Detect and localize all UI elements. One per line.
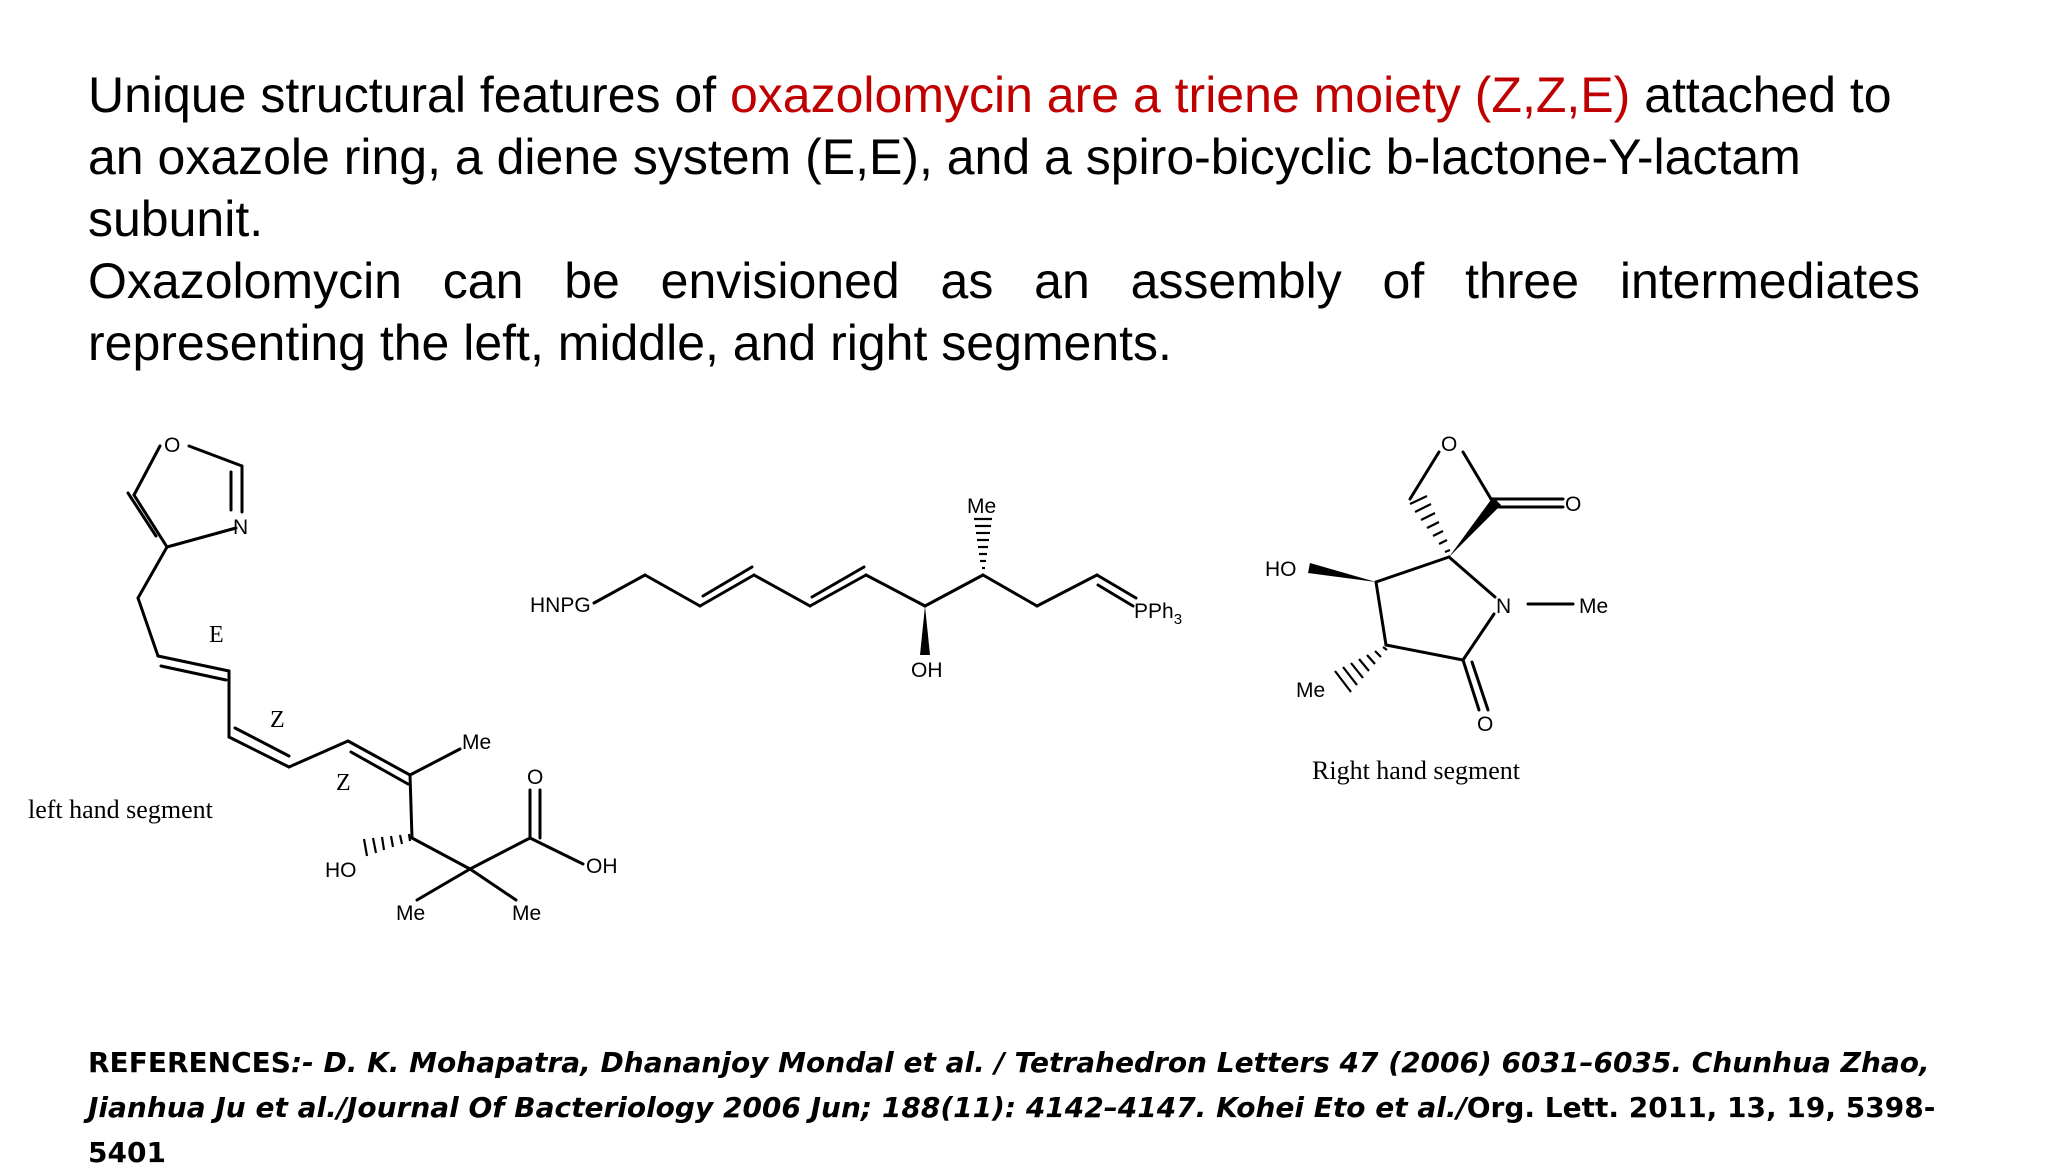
right-ho: HO xyxy=(1265,558,1297,581)
left-label-z1: Z xyxy=(270,707,285,733)
right-ho-wedge xyxy=(1308,563,1376,582)
references-citations: :- D. K. Mohapatra, Dhananjoy Mondal et al. / Tetrahedron Letters 47 (2006) 6031–6035. Chunhua Zhao, Jianhua Ju et al./Journal Of Bacteriology 2006 Jun; 188(11): 4142–4147. Kohei Eto et al./ xyxy=(88,1046,1930,1124)
right-hand-segment xyxy=(1376,452,1573,710)
intro-rest: attached to an oxazole ring, a diene system (E,E), and a spiro-bicyclic b-lactone-Y-lactam subunit. xyxy=(88,67,1892,247)
references-heading: REFERENCES xyxy=(88,1046,291,1079)
right-spiro-wedge xyxy=(1449,497,1501,557)
references xyxy=(88,1040,1968,1175)
right-me-n: Me xyxy=(1579,595,1609,618)
middle-oh: OH xyxy=(911,659,943,682)
middle-me: Me xyxy=(967,495,997,518)
middle-pph3-subscript: 3 xyxy=(1173,611,1183,628)
right-lactone-hash xyxy=(1410,496,1450,552)
right-n: N xyxy=(1496,595,1512,618)
left-hand-labels xyxy=(28,434,618,925)
left-hashed-wedge xyxy=(364,834,410,856)
right-carbonyl-o1: O xyxy=(1565,493,1582,516)
left-hand-segment xyxy=(128,446,583,900)
intro-highlight: oxazolomycin are a triene moiety (Z,Z,E) xyxy=(730,67,1631,123)
left-carbonyl-o: O xyxy=(527,766,544,789)
middle-solid-wedge xyxy=(920,606,930,655)
assembly-paragraph: Oxazolomycin can be envisioned as an assembly of three intermediates representing the left, middle, and right segments. xyxy=(88,253,1920,371)
right-caption: Right hand segment xyxy=(1312,756,1520,785)
left-label-e: E xyxy=(209,622,224,648)
middle-segment xyxy=(594,567,1136,606)
intro-lead: Unique structural features of xyxy=(88,67,730,123)
right-me: Me xyxy=(1296,679,1326,702)
middle-hnpg: HNPG xyxy=(530,594,591,617)
middle-hashed-wedge xyxy=(974,519,992,568)
right-me-hash xyxy=(1335,647,1387,692)
middle-labels xyxy=(530,495,1182,682)
left-oxazole-n: N xyxy=(233,516,249,539)
middle-pph: PPh xyxy=(1134,600,1174,623)
right-hand-labels xyxy=(1265,433,1608,785)
left-oxazole-o: O xyxy=(164,434,181,457)
left-oh: OH xyxy=(586,855,618,878)
middle-pph3 xyxy=(1134,600,1182,628)
left-me-2: Me xyxy=(396,902,426,925)
left-me-3: Me xyxy=(512,902,542,925)
right-carbonyl-o2: O xyxy=(1477,713,1494,736)
left-label-z2: Z xyxy=(336,770,351,796)
right-ring-o: O xyxy=(1441,433,1458,456)
left-caption: left hand segment xyxy=(28,795,213,824)
references-tail: Org. Lett. 2011, 13, 19, 5398-5401 xyxy=(88,1091,1936,1169)
left-me-1: Me xyxy=(462,731,492,754)
left-ho: HO xyxy=(325,859,357,882)
